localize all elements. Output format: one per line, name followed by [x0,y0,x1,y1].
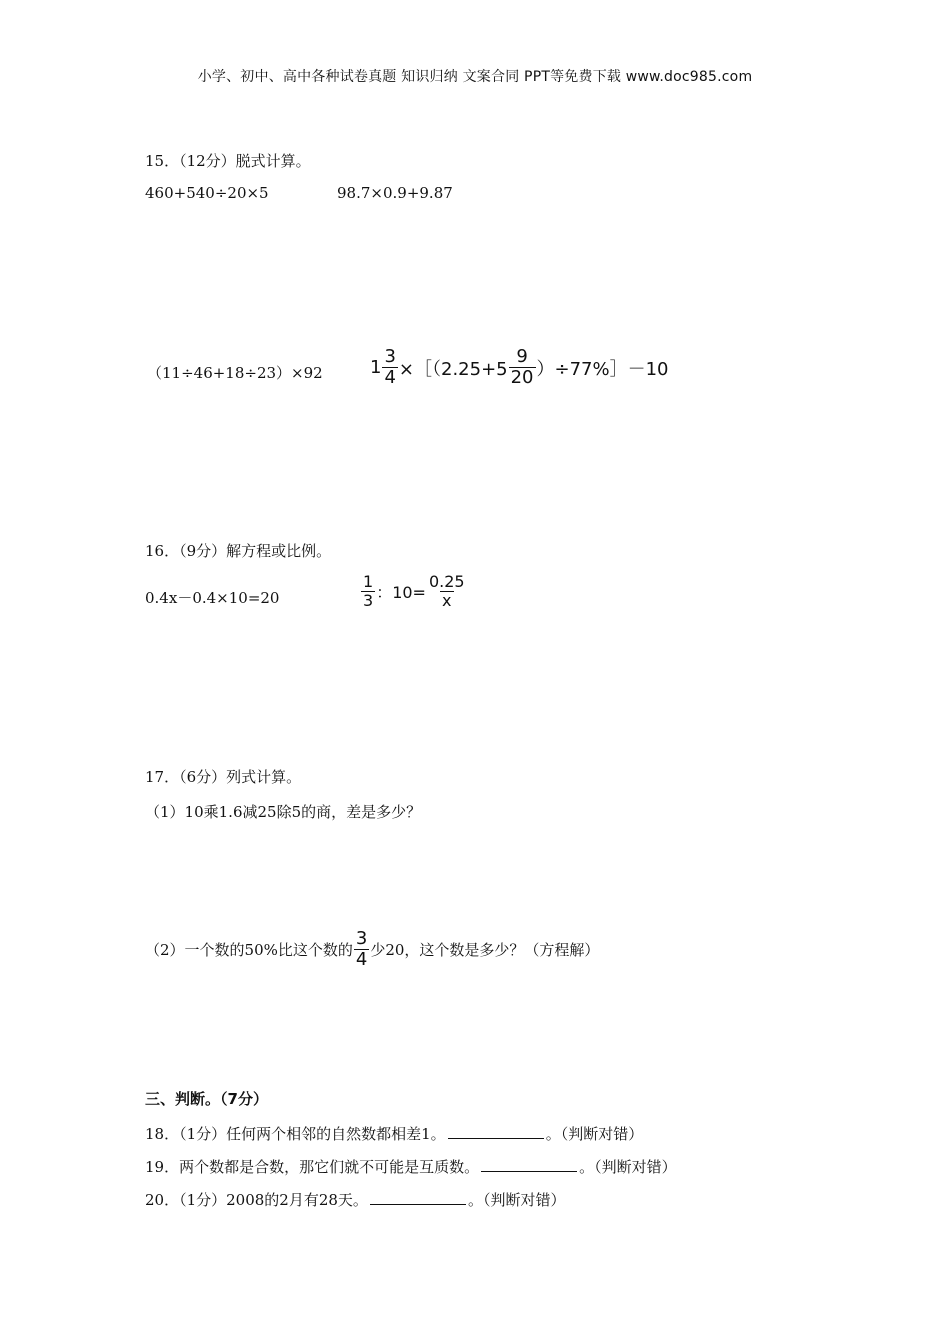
answer-blank[interactable] [481,1157,577,1172]
judge-item-19 [145,1156,677,1177]
q17-item-2 [145,930,599,969]
expression-tail: ）÷77%］－10 [536,358,669,380]
fraction-three-quarters [382,348,397,387]
q16-equation-1: 0.4x－0.4×10=20 [145,589,280,607]
mixed-number-whole: 1 [370,357,382,378]
fraction-denominator: 3 [363,591,374,610]
fraction-nine-twentieths [509,348,536,387]
answer-blank[interactable] [370,1190,466,1205]
fraction-numerator: 3 [384,346,396,367]
fraction-denominator: 4 [355,949,368,970]
judge-item-suffix: 。（判断对错） [545,1125,644,1143]
fraction-numerator: 1 [363,572,374,591]
q17-item-2-before: （2）一个数的50%比这个数的 [145,941,353,959]
expression-middle: ×［（2.25+5 [398,358,508,380]
fraction-three-quarters [354,930,369,969]
q17-item-1: （1）10乘1.6减25除5的商，差是多少？ [145,803,422,821]
q16-proportion [360,574,468,609]
section-3-title: 三、判断。（7分） [145,1090,268,1108]
q15-title: 15．（12分）脱式计算。 [145,152,311,170]
proportion-middle: ：10= [376,583,426,602]
q16-title: 16．（9分）解方程或比例。 [145,542,332,560]
q17-title: 17．（6分）列式计算。 [145,768,302,786]
judge-item-suffix: 。（判断对错） [467,1191,566,1209]
q15-expression-1: 460+540÷20×5 [145,184,269,202]
fraction-denominator: x [442,591,452,610]
q15-expression-3: （11÷46+18÷23）×92 [147,364,323,382]
judge-item-text: 18．（1分）任何两个相邻的自然数都相差1。 [145,1125,446,1143]
fraction-denominator: 20 [510,367,534,388]
q15-expression-4 [370,348,669,387]
judge-item-suffix: 。（判断对错） [579,1158,677,1176]
judge-item-text: 19．两个数都是合数，那它们就不可能是互质数。 [145,1158,480,1176]
judge-item-20 [145,1189,565,1210]
fraction-denominator: 4 [384,367,396,388]
page-header-banner: 小学、初中、高中各种试卷真题 知识归纳 文案合同 PPT等免费下载 www.doc985.com [197,69,753,85]
fraction-point25-over-x [427,574,467,609]
judge-item-text: 20．（1分）2008的2月有28天。 [145,1191,368,1209]
fraction-numerator: 9 [516,346,528,367]
answer-blank[interactable] [448,1124,544,1139]
q17-item-2-after: 少20，这个数是多少？（方程解） [370,941,600,959]
fraction-numerator: 0.25 [428,572,465,591]
fraction-one-third [361,574,375,609]
judge-item-18 [145,1123,643,1144]
q15-expression-2: 98.7×0.9+9.87 [337,184,453,202]
fraction-numerator: 3 [355,928,368,949]
